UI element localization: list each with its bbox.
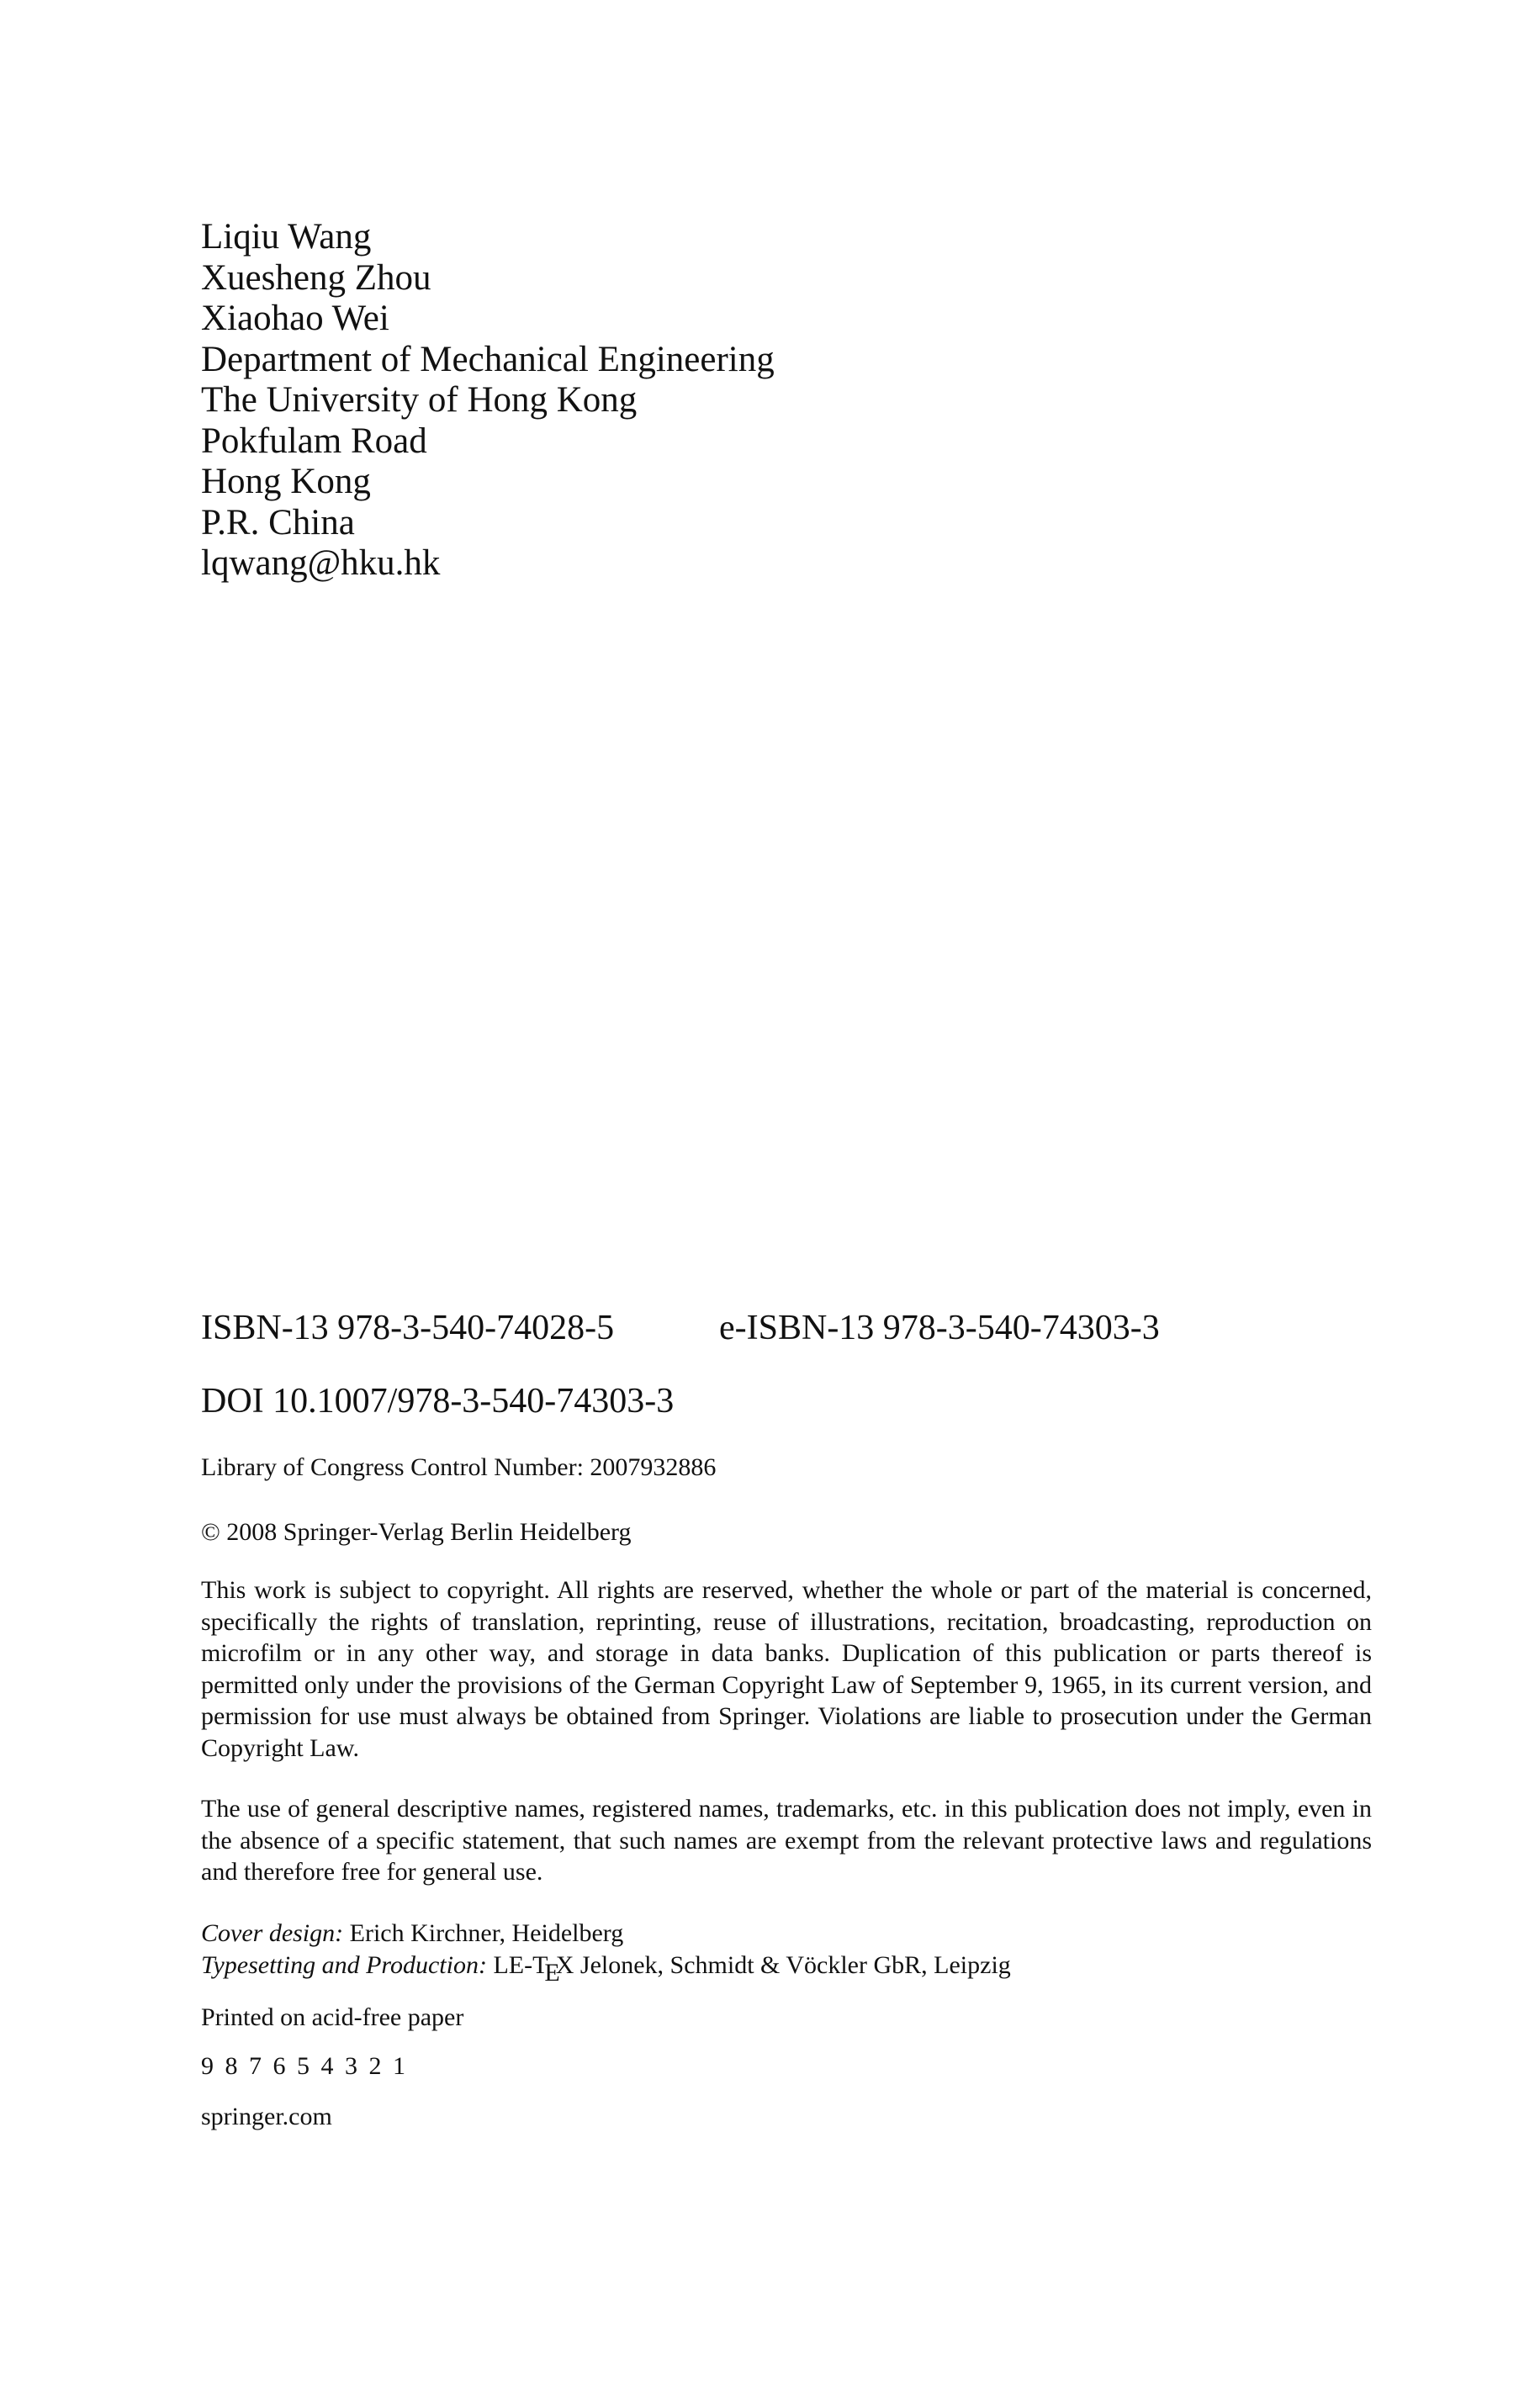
copyright-paragraph: This work is subject to copyright. All rights are reserved, whether the whole or part of the material is concerned, specifically the rights of translation, reprinting, reuse of illustrations, recitation, broadcasting, reproduction on microfilm or in any other way, and storage in data banks. Duplication of this publication or parts thereof is permitted only under the provisions of the German Copyright Law of September 9, 1965, in its current version, and permission for use must always be obtained from Springer. Violations are liable to prosecution under the German Copyright Law.	[201, 1576, 1372, 1762]
street: Pokfulam Road	[201, 421, 427, 461]
printed-on: Printed on acid-free paper	[201, 2003, 464, 2031]
author-address-block	[201, 217, 775, 585]
publisher-website: springer.com	[201, 2103, 332, 2130]
typesetting-value-suffix: X Jelonek, Schmidt & Vöckler GbR, Leipzig	[555, 1950, 1011, 1979]
lccn: Library of Congress Control Number: 2007932886	[201, 1453, 717, 1481]
production-credits	[201, 1918, 1011, 1987]
email: lqwang@hku.hk	[201, 543, 441, 583]
cover-design-line	[201, 1918, 1011, 1950]
department: Department of Mechanical Engineering	[201, 339, 775, 379]
author-name: Liqiu Wang	[201, 217, 372, 257]
copyright-notice: © 2008 Springer-Verlag Berlin Heidelberg	[201, 1518, 632, 1546]
trademark-paragraph: The use of general descriptive names, registered names, trademarks, etc. in this publication does not imply, even in the absence of a specific statement, that such names are exempt from the relevant protective laws and regulations and therefore free for general use.	[201, 1795, 1372, 1886]
typesetting-value-e: E	[544, 1958, 560, 1987]
author-name: Xiaohao Wei	[201, 299, 389, 338]
cover-design-label: Cover design:	[201, 1919, 344, 1947]
isbn-electronic: e-ISBN-13 978-3-540-74303-3	[719, 1309, 1160, 1347]
typesetting-line	[201, 1950, 1011, 1987]
city: Hong Kong	[201, 462, 371, 501]
print-numbers: 9 8 7 6 5 4 3 2 1	[201, 2052, 408, 2080]
university: The University of Hong Kong	[201, 380, 638, 420]
typesetting-label: Typesetting and Production:	[201, 1950, 487, 1979]
author-name: Xuesheng Zhou	[201, 257, 431, 298]
typesetting-value-prefix: LE-T	[493, 1950, 548, 1979]
isbn-print: ISBN-13 978-3-540-74028-5	[201, 1309, 615, 1347]
cover-design-value: Erich Kirchner, Heidelberg	[349, 1919, 624, 1947]
doi: DOI 10.1007/978-3-540-74303-3	[201, 1382, 675, 1421]
country: P.R. China	[201, 502, 355, 542]
